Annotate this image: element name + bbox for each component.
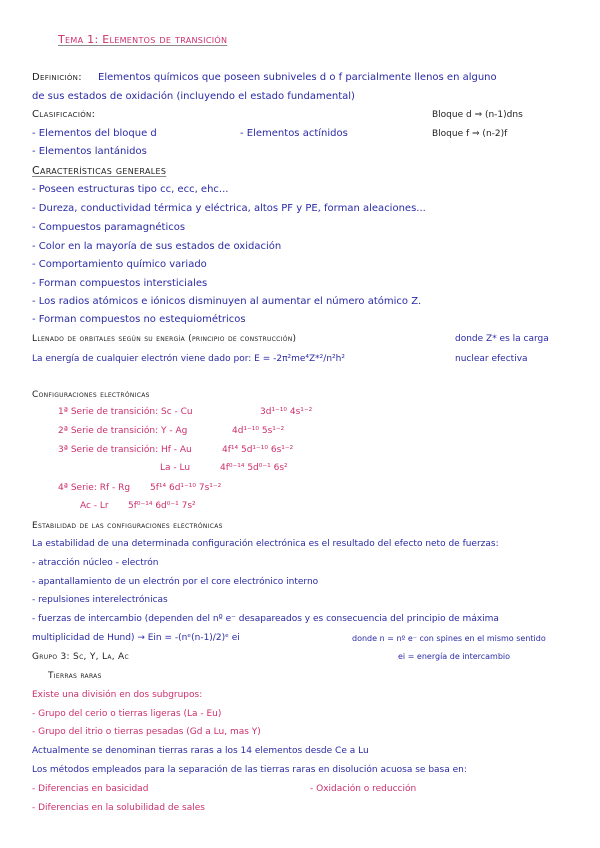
serie-4b-label: Ac - Lr	[80, 501, 109, 511]
definicion-label: Definición:	[32, 72, 82, 83]
llenado-heading: Llenado de orbitales según su energía (principio de construcción)	[32, 334, 297, 344]
serie-3b-label: La - Lu	[160, 463, 191, 473]
serie-2-config: 4d¹⁻¹⁰ 5s¹⁻²	[232, 426, 285, 436]
separacion-item: - Oxidación o reducción	[310, 784, 417, 794]
bloque-f-note: Bloque f ⇒ (n-2)f	[432, 129, 508, 139]
estabilidad-item: - atracción núcleo - electrón	[32, 558, 159, 568]
llenado-note-1: donde Z* es la carga	[455, 334, 549, 344]
serie-4-label: 4ª Serie: Rf - Rg	[58, 483, 131, 493]
serie-3b-config: 4f⁰⁻¹⁴ 5d⁰⁻¹ 6s²	[220, 463, 288, 473]
fuerzas-intercambio: - fuerzas de intercambio (dependen del nº e⁻ desapareados y es consecuencia del principio de máxima	[32, 614, 499, 624]
grupo-3-heading: Grupo 3: Sc, Y, La, Ac	[32, 652, 129, 662]
configuraciones-heading: Configuraciones electrónicas	[32, 390, 150, 400]
llenado-line-2: La energía de cualquier electrón viene dado por: E = -2π²me⁴Z*²/n²h²	[32, 354, 345, 364]
ei-note: ei = energía de intercambio	[398, 652, 511, 661]
page-title: Tema 1: Elementos de transición	[58, 33, 228, 46]
serie-4b-config: 5f⁰⁻¹⁴ 6d⁰⁻¹ 7s²	[128, 501, 196, 511]
serie-1-label: 1ª Serie de transición: Sc - Cu	[58, 407, 193, 417]
llenado-note-2: nuclear efectiva	[455, 354, 528, 364]
clasificacion-item: - Elementos lantánidos	[32, 146, 147, 157]
serie-3-label: 3ª Serie de transición: Hf - Au	[58, 445, 192, 455]
caracteristica-item: - Dureza, conductividad térmica y eléctrica, altos PF y PE, forman aleaciones...	[32, 203, 426, 214]
tierras-raras-heading: Tierras raras	[48, 671, 102, 681]
serie-3-config: 4f¹⁴ 5d¹⁻¹⁰ 6s¹⁻²	[222, 445, 294, 455]
tierras-raras-line: - Grupo del cerio o tierras ligeras (La - Eu)	[32, 709, 222, 719]
serie-2-label: 2ª Serie de transición: Y - Ag	[58, 426, 188, 436]
caracteristica-item: - Compuestos paramagnéticos	[32, 222, 186, 233]
caracteristica-item: - Forman compuestos no estequiométricos	[32, 314, 246, 325]
bloque-d-note: Bloque d ⇒ (n-1)dns	[432, 110, 523, 120]
separacion-item: - Diferencias en basicidad	[32, 784, 149, 794]
caracteristica-item: - Forman compuestos intersticiales	[32, 278, 208, 289]
separacion-item: - Diferencias en la solubilidad de sales	[32, 803, 205, 813]
hund-note: donde n = nº e⁻ con spines en el mismo sentido	[352, 634, 546, 643]
clasificacion-heading: Clasificación:	[32, 109, 96, 120]
clasificacion-item: - Elementos del bloque d	[32, 128, 157, 139]
estabilidad-heading: Estabilidad de las configuraciones electrónicas	[32, 521, 223, 531]
clasificacion-item: - Elementos actínidos	[240, 128, 348, 139]
definicion-line-2: de sus estados de oxidación (incluyendo el estado fundamental)	[32, 91, 355, 102]
caracteristicas-heading: Características generales	[32, 164, 167, 177]
tierras-raras-line: Existe una división en dos subgrupos:	[32, 690, 203, 700]
hund-equation: multiplicidad de Hund) → Ein = -(nᵉ(n-1)/2)ᵉ ei	[32, 633, 240, 643]
caracteristica-item: - Poseen estructuras tipo cc, ecc, ehc...	[32, 184, 229, 195]
tierras-raras-line: - Grupo del itrio o tierras pesadas (Gd a Lu, mas Y)	[32, 727, 261, 737]
caracteristica-item: - Los radios atómicos e iónicos disminuyen al aumentar el número atómico Z.	[32, 296, 422, 307]
tierras-raras-line: Los métodos empleados para la separación de las tierras raras en disolución acuosa se basa en:	[32, 765, 467, 775]
caracteristica-item: - Comportamiento químico variado	[32, 259, 207, 270]
serie-4-config: 5f¹⁴ 6d¹⁻¹⁰ 7s¹⁻²	[150, 483, 222, 493]
tierras-raras-line: Actualmente se denominan tierras raras a los 14 elementos desde Ce a Lu	[32, 746, 369, 756]
definicion-line-1: Elementos químicos que poseen subniveles d o f parcialmente llenos en alguno	[98, 72, 497, 83]
estabilidad-item: - apantallamiento de un electrón por el core electrónico interno	[32, 577, 319, 587]
caracteristica-item: - Color en la mayoría de sus estados de oxidación	[32, 241, 282, 252]
serie-1-config: 3d¹⁻¹⁰ 4s¹⁻²	[260, 407, 313, 417]
estabilidad-item: - repulsiones interelectrónicas	[32, 595, 168, 605]
estabilidad-intro: La estabilidad de una determinada configuración electrónica es el resultado del efecto neto de fuerzas:	[32, 539, 499, 549]
